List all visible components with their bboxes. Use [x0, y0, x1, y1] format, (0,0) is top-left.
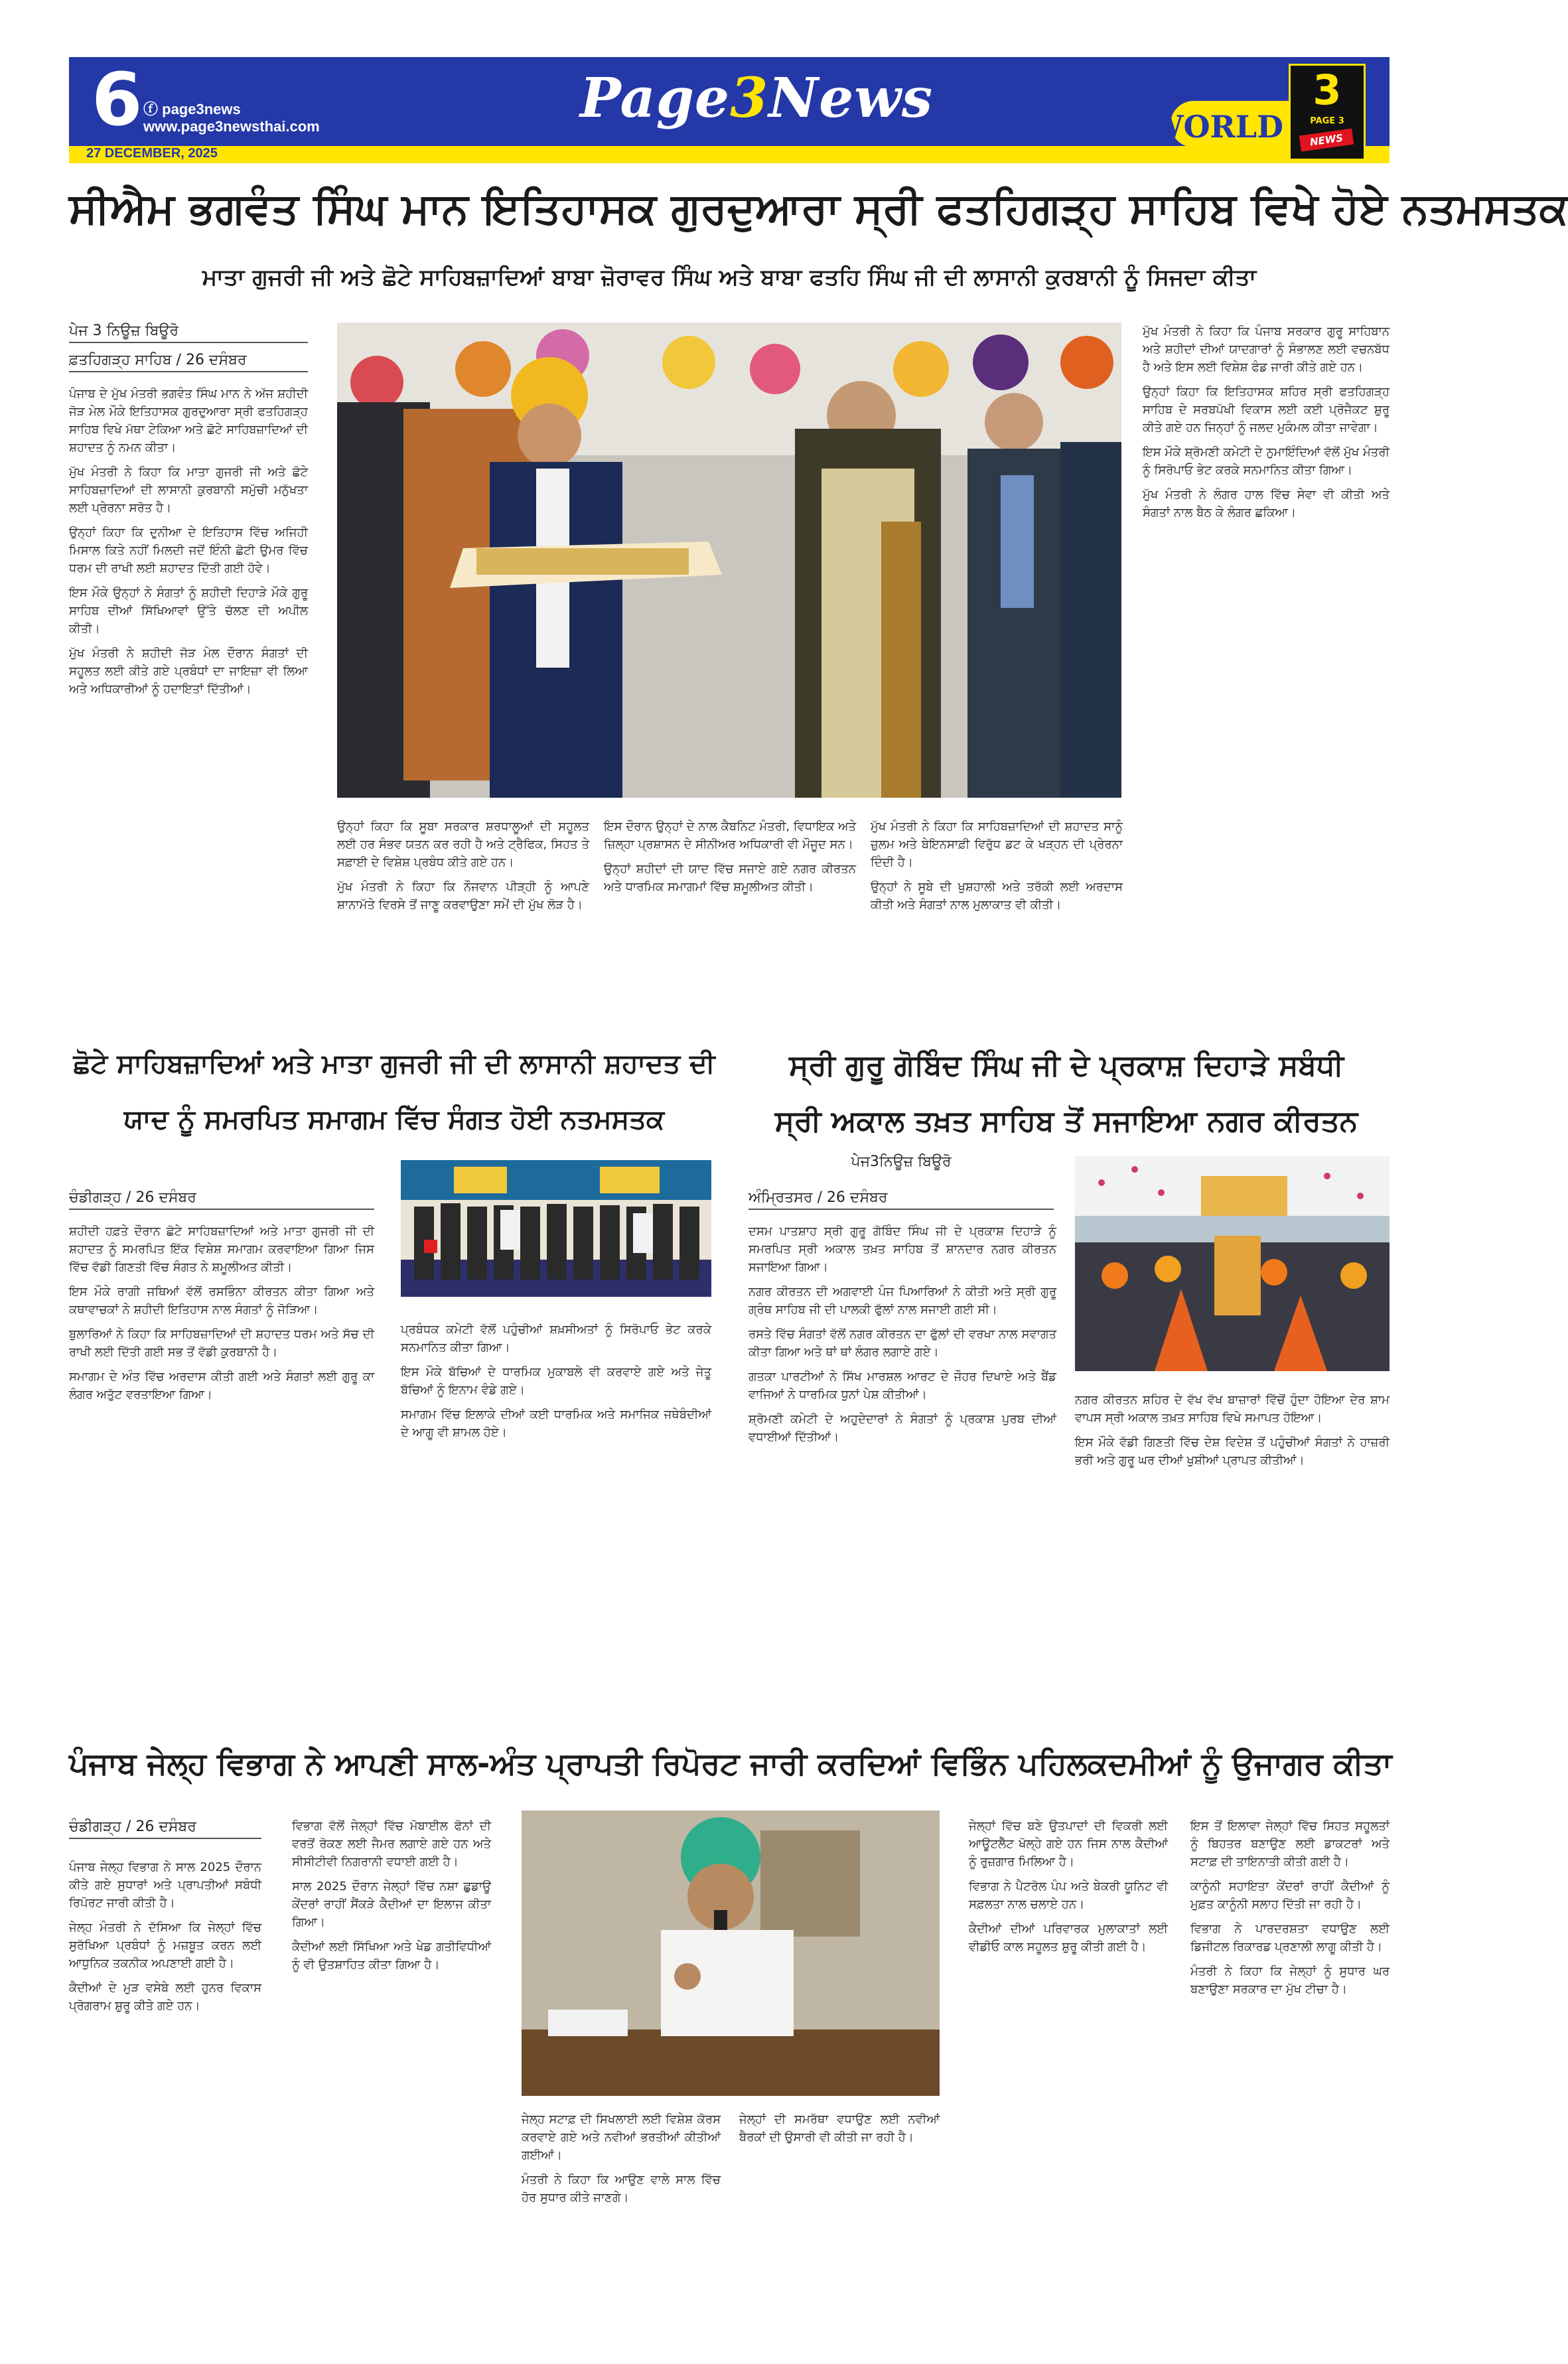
- masthead-yellow-strip: [69, 146, 1390, 163]
- story1-byline: ਪੇਜ 3 ਨਿਊਜ਼ ਬਿਊਰੋ: [69, 323, 308, 343]
- paragraph: ਇਸ ਤੋਂ ਇਲਾਵਾ ਜੇਲ੍ਹਾਂ ਵਿੱਚ ਸਿਹਤ ਸਹੂਲਤਾਂ ਨੂੰ ਬਿਹਤਰ ਬਣਾਉਣ ਲਈ ਡਾਕਟਰਾਂ ਅਤੇ ਸਟਾਫ਼ ਦੀ ਤਾਇਨਾਤੀ ਕੀਤੀ ਗਈ ਹੈ।: [1190, 1819, 1390, 1869]
- paragraph: ਵਿਭਾਗ ਵੱਲੋਂ ਜੇਲ੍ਹਾਂ ਵਿੱਚ ਮੋਬਾਈਲ ਫੋਨਾਂ ਦੀ ਵਰਤੋਂ ਰੋਕਣ ਲਈ ਜੈਮਰ ਲਗਾਏ ਗਏ ਹਨ ਅਤੇ ਸੀਸੀਟੀਵੀ ਨਿਗਰਾਨੀ ਵਧਾਈ ਗਈ ਹੈ।: [292, 1819, 491, 1869]
- paragraph: ਮੰਤਰੀ ਨੇ ਕਿਹਾ ਕਿ ਆਉਣ ਵਾਲੇ ਸਾਲ ਵਿੱਚ ਹੋਰ ਸੁਧਾਰ ਕੀਤੇ ਜਾਣਗੇ।: [522, 2173, 721, 2205]
- story1-column-a: [337, 818, 589, 1037]
- paragraph: ਵਿਭਾਗ ਨੇ ਪੈਟਰੋਲ ਪੰਪ ਅਤੇ ਬੇਕਰੀ ਯੂਨਿਟ ਵੀ ਸਫ਼ਲਤਾ ਨਾਲ ਚਲਾਏ ਹਨ।: [969, 1880, 1168, 1911]
- paragraph: ਸਮਾਗਮ ਵਿੱਚ ਇਲਾਕੇ ਦੀਆਂ ਕਈ ਧਾਰਮਿਕ ਅਤੇ ਸਮਾਜਿਕ ਜਥੇਬੰਦੀਆਂ ਦੇ ਆਗੂ ਵੀ ਸ਼ਾਮਲ ਹੋਏ।: [401, 1408, 711, 1440]
- paragraph: ਮੰਤਰੀ ਨੇ ਕਿਹਾ ਕਿ ਜੇਲ੍ਹਾਂ ਨੂੰ ਸੁਧਾਰ ਘਰ ਬਣਾਉਣਾ ਸਰਕਾਰ ਦਾ ਮੁੱਖ ਟੀਚਾ ਹੈ।: [1190, 1964, 1390, 1996]
- social-handle-text: page3news: [162, 101, 241, 117]
- story4-column-c2: [739, 2110, 940, 2336]
- paragraph: ਉਨ੍ਹਾਂ ਕਿਹਾ ਕਿ ਸੂਬਾ ਸਰਕਾਰ ਸ਼ਰਧਾਲੂਆਂ ਦੀ ਸਹੂਲਤ ਲਈ ਹਰ ਸੰਭਵ ਯਤਨ ਕਰ ਰਹੀ ਹੈ ਅਤੇ ਟ੍ਰੈਫਿਕ, ਸਿਹਤ ਤੇ ਸਫ਼ਾਈ ਦੇ ਵਿਸ਼ੇਸ਼ ਪ੍ਰਬੰਧ ਕੀਤੇ ਗਏ ਹਨ।: [337, 820, 589, 869]
- facebook-icon: ⓕ: [143, 101, 163, 117]
- paragraph: ਜੇਲ੍ਹਾਂ ਦੀ ਸਮਰੱਥਾ ਵਧਾਉਣ ਲਈ ਨਵੀਆਂ ਬੈਰਕਾਂ ਦੀ ਉਸਾਰੀ ਵੀ ਕੀਤੀ ਜਾ ਰਹੀ ਹੈ।: [739, 2112, 940, 2144]
- story1-column-left: [69, 385, 308, 1049]
- paragraph: ਬੁਲਾਰਿਆਂ ਨੇ ਕਿਹਾ ਕਿ ਸਾਹਿਬਜ਼ਾਦਿਆਂ ਦੀ ਸ਼ਹਾਦਤ ਧਰਮ ਅਤੇ ਸੱਚ ਦੀ ਰਾਖੀ ਲਈ ਦਿੱਤੀ ਗਈ ਸਭ ਤੋਂ ਵੱਡੀ ਕੁਰਬਾਨੀ ਹੈ।: [69, 1327, 374, 1359]
- story4-column-c: [522, 2110, 721, 2336]
- brand-right: News: [768, 66, 934, 130]
- paragraph: ਸ਼ਹੀਦੀ ਹਫ਼ਤੇ ਦੌਰਾਨ ਛੋਟੇ ਸਾਹਿਬਜ਼ਾਦਿਆਂ ਅਤੇ ਮਾਤਾ ਗੁਜਰੀ ਜੀ ਦੀ ਸ਼ਹਾਦਤ ਨੂੰ ਸਮਰਪਿਤ ਇੱਕ ਵਿਸ਼ੇਸ਼ ਸਮਾਗਮ ਕਰਵਾਇਆ ਗਿਆ ਜਿਸ ਵਿੱਚ ਵੱਡੀ ਗਿਣਤੀ ਵਿੱਚ ਸੰਗਤ ਨੇ ਸ਼ਮੂਲੀਅਤ ਕੀਤੀ।: [69, 1224, 374, 1274]
- story1-dateline: ਫ਼ਤਹਿਗੜ੍ਹ ਸਾਹਿਬ / 26 ਦਸੰਬਰ: [69, 352, 308, 372]
- brand-left: Page: [580, 66, 731, 130]
- paragraph: ਉਨ੍ਹਾਂ ਨੇ ਸੂਬੇ ਦੀ ਖੁਸ਼ਹਾਲੀ ਅਤੇ ਤਰੱਕੀ ਲਈ ਅਰਦਾਸ ਕੀਤੀ ਅਤੇ ਸੰਗਤਾਂ ਨਾਲ ਮੁਲਾਕਾਤ ਵੀ ਕੀਤੀ।: [871, 880, 1123, 912]
- story4-column-e: [1190, 1817, 1390, 2341]
- paragraph: ਸਾਲ 2025 ਦੌਰਾਨ ਜੇਲ੍ਹਾਂ ਵਿੱਚ ਨਸ਼ਾ ਛੁਡਾਊ ਕੇਂਦਰਾਂ ਰਾਹੀਂ ਸੈਂਕੜੇ ਕੈਦੀਆਂ ਦਾ ਇਲਾਜ ਕੀਤਾ ਗਿਆ।: [292, 1880, 491, 1929]
- story1-main-photo: [337, 323, 1121, 798]
- story3-dateline: ਅੰਮ੍ਰਿਤਸਰ / 26 ਦਸੰਬਰ: [748, 1189, 1054, 1210]
- story4-headline: ਪੰਜਾਬ ਜੇਲ੍ਹ ਵਿਭਾਗ ਨੇ ਆਪਣੀ ਸਾਲ-ਅੰਤ ਪ੍ਰਾਪਤੀ ਰਿਪੋਰਟ ਜਾਰੀ ਕਰਦਿਆਂ ਵਿਭਿੰਨ ਪਹਿਲਕਦਮੀਆਂ ਨੂੰ ਉਜਾਗਰ ਕੀਤਾ: [69, 1745, 1392, 1781]
- story2-group-photo: [401, 1160, 711, 1297]
- paragraph: ਮੁੱਖ ਮੰਤਰੀ ਨੇ ਕਿਹਾ ਕਿ ਨੌਜਵਾਨ ਪੀੜ੍ਹੀ ਨੂੰ ਆਪਣੇ ਸ਼ਾਨਾਮੱਤੇ ਵਿਰਸੇ ਤੋਂ ਜਾਣੂ ਕਰਵਾਉਣਾ ਸਮੇਂ ਦੀ ਮੁੱਖ ਲੋੜ ਹੈ।: [337, 880, 589, 912]
- paragraph: ਰਸਤੇ ਵਿੱਚ ਸੰਗਤਾਂ ਵੱਲੋਂ ਨਗਰ ਕੀਰਤਨ ਦਾ ਫੁੱਲਾਂ ਦੀ ਵਰਖਾ ਨਾਲ ਸਵਾਗਤ ਕੀਤਾ ਗਿਆ ਅਤੇ ਥਾਂ ਥਾਂ ਲੰਗਰ ਲਗਾਏ ਗਏ।: [748, 1327, 1056, 1359]
- story4-column-a: [69, 1858, 261, 2323]
- paragraph: ਜੇਲ੍ਹਾਂ ਵਿੱਚ ਬਣੇ ਉਤਪਾਦਾਂ ਦੀ ਵਿਕਰੀ ਲਈ ਆਊਟਲੈੱਟ ਖੋਲ੍ਹੇ ਗਏ ਹਨ ਜਿਸ ਨਾਲ ਕੈਦੀਆਂ ਨੂੰ ਰੁਜ਼ਗਾਰ ਮਿਲਿਆ ਹੈ।: [969, 1819, 1168, 1869]
- paragraph: ਸ਼੍ਰੋਮਣੀ ਕਮੇਟੀ ਦੇ ਅਹੁਦੇਦਾਰਾਂ ਨੇ ਸੰਗਤਾਂ ਨੂੰ ਪ੍ਰਕਾਸ਼ ਪੁਰਬ ਦੀਆਂ ਵਧਾਈਆਂ ਦਿੱਤੀਆਂ।: [748, 1412, 1056, 1444]
- social-handle: [143, 98, 241, 119]
- story2-column-b: [401, 1321, 711, 1719]
- paragraph: ਮੁੱਖ ਮੰਤਰੀ ਨੇ ਕਿਹਾ ਕਿ ਸਾਹਿਬਜ਼ਾਦਿਆਂ ਦੀ ਸ਼ਹਾਦਤ ਸਾਨੂੰ ਜ਼ੁਲਮ ਅਤੇ ਬੇਇਨਸਾਫ਼ੀ ਵਿਰੁੱਧ ਡਟ ਕੇ ਖੜ੍ਹਨ ਦੀ ਪ੍ਰੇਰਨਾ ਦਿੰਦੀ ਹੈ।: [871, 820, 1123, 869]
- brand-logo: [580, 66, 933, 130]
- paragraph: ਮੁੱਖ ਮੰਤਰੀ ਨੇ ਕਿਹਾ ਕਿ ਮਾਤਾ ਗੁਜਰੀ ਜੀ ਅਤੇ ਛੋਟੇ ਸਾਹਿਬਜ਼ਾਦਿਆਂ ਦੀ ਲਾਸਾਨੀ ਕੁਰਬਾਨੀ ਸਮੁੱਚੀ ਮਨੁੱਖਤਾ ਲਈ ਪ੍ਰੇਰਨਾ ਸਰੋਤ ਹੈ।: [69, 465, 308, 515]
- paragraph: ਕੈਦੀਆਂ ਦੇ ਮੁੜ ਵਸੇਬੇ ਲਈ ਹੁਨਰ ਵਿਕਾਸ ਪ੍ਰੋਗਰਾਮ ਸ਼ੁਰੂ ਕੀਤੇ ਗਏ ਹਨ।: [69, 1981, 261, 2013]
- story3-byline: ਪੇਜ3ਨਿਊਜ਼ ਬਿਊਰੋ: [851, 1153, 952, 1170]
- issue-date: 27 DECEMBER, 2025: [86, 146, 218, 161]
- story2-dateline: ਚੰਡੀਗੜ੍ਹ / 26 ਦਸੰਬਰ: [69, 1189, 374, 1210]
- story3-column-b: [1075, 1391, 1390, 1730]
- paragraph: ਉਨ੍ਹਾਂ ਸ਼ਹੀਦਾਂ ਦੀ ਯਾਦ ਵਿੱਚ ਸਜਾਏ ਗਏ ਨਗਰ ਕੀਰਤਨ ਅਤੇ ਧਾਰਮਿਕ ਸਮਾਗਮਾਂ ਵਿੱਚ ਸ਼ਮੂਲੀਅਤ ਕੀਤੀ।: [604, 862, 856, 894]
- story4-column-d: [969, 1817, 1168, 2341]
- story4-minister-photo: [522, 1810, 940, 2096]
- paragraph: ਕੈਦੀਆਂ ਲਈ ਸਿੱਖਿਆ ਅਤੇ ਖੇਡ ਗਤੀਵਿਧੀਆਂ ਨੂੰ ਵੀ ਉਤਸ਼ਾਹਿਤ ਕੀਤਾ ਗਿਆ ਹੈ।: [292, 1940, 491, 1972]
- paragraph: ਮੁੱਖ ਮੰਤਰੀ ਨੇ ਕਿਹਾ ਕਿ ਪੰਜਾਬ ਸਰਕਾਰ ਗੁਰੂ ਸਾਹਿਬਾਨ ਅਤੇ ਸ਼ਹੀਦਾਂ ਦੀਆਂ ਯਾਦਗਾਰਾਂ ਨੂੰ ਸੰਭਾਲਣ ਲਈ ਵਚਨਬੱਧ ਹੈ ਅਤੇ ਇਸ ਲਈ ਵਿਸ਼ੇਸ਼ ਫੰਡ ਜਾਰੀ ਕੀਤੇ ਗਏ ਹਨ।: [1143, 325, 1390, 374]
- paragraph: ਇਸ ਮੌਕੇ ਰਾਗੀ ਜਥਿਆਂ ਵੱਲੋਂ ਰਸਭਿੰਨਾ ਕੀਰਤਨ ਕੀਤਾ ਗਿਆ ਅਤੇ ਕਥਾਵਾਚਕਾਂ ਨੇ ਸ਼ਹੀਦੀ ਇਤਿਹਾਸ ਨਾਲ ਸੰਗਤਾਂ ਨੂੰ ਜੋੜਿਆ।: [69, 1285, 374, 1317]
- story1-column-c: [871, 818, 1123, 1037]
- paragraph: ਉਨ੍ਹਾਂ ਕਿਹਾ ਕਿ ਇਤਿਹਾਸਕ ਸ਼ਹਿਰ ਸ੍ਰੀ ਫਤਹਿਗੜ੍ਹ ਸਾਹਿਬ ਦੇ ਸਰਬਪੱਖੀ ਵਿਕਾਸ ਲਈ ਕਈ ਪ੍ਰੋਜੈਕਟ ਸ਼ੁਰੂ ਕੀਤੇ ਗਏ ਹਨ ਜਿਨ੍ਹਾਂ ਨੂੰ ਜਲਦ ਮੁਕੰਮਲ ਕੀਤਾ ਜਾਵੇਗਾ।: [1143, 385, 1390, 435]
- page3-badge-logo: [1289, 64, 1366, 161]
- story2-column-a: [69, 1222, 374, 1727]
- story1-headline: ਸੀਐਮ ਭਗਵੰਤ ਸਿੰਘ ਮਾਨ ਇਤਿਹਾਸਕ ਗੁਰਦੁਆਰਾ ਸ੍ਰੀ ਫਤਹਿਗੜ੍ਹ ਸਾਹਿਬ ਵਿਖੇ ਹੋਏ ਨਤਮਸਤਕ: [69, 185, 1568, 234]
- story3-procession-photo: [1075, 1156, 1390, 1371]
- paragraph: ਮੁੱਖ ਮੰਤਰੀ ਨੇ ਲੰਗਰ ਹਾਲ ਵਿੱਚ ਸੇਵਾ ਵੀ ਕੀਤੀ ਅਤੇ ਸੰਗਤਾਂ ਨਾਲ ਬੈਠ ਕੇ ਲੰਗਰ ਛਕਿਆ।: [1143, 488, 1390, 520]
- paragraph: ਦਸਮ ਪਾਤਸ਼ਾਹ ਸ੍ਰੀ ਗੁਰੂ ਗੋਬਿੰਦ ਸਿੰਘ ਜੀ ਦੇ ਪ੍ਰਕਾਸ਼ ਦਿਹਾੜੇ ਨੂੰ ਸਮਰਪਿਤ ਸ੍ਰੀ ਅਕਾਲ ਤਖ਼ਤ ਸਾਹਿਬ ਤੋਂ ਸ਼ਾਨਦਾਰ ਨਗਰ ਕੀਰਤਨ ਸਜਾਇਆ ਗਿਆ।: [748, 1224, 1056, 1274]
- paragraph: ਇਸ ਮੌਕੇ ਸ਼੍ਰੋਮਣੀ ਕਮੇਟੀ ਦੇ ਨੁਮਾਇੰਦਿਆਂ ਵੱਲੋਂ ਮੁੱਖ ਮੰਤਰੀ ਨੂੰ ਸਿਰੋਪਾਓ ਭੇਟ ਕਰਕੇ ਸਨਮਾਨਿਤ ਕੀਤਾ ਗਿਆ।: [1143, 445, 1390, 477]
- paragraph: ਸਮਾਗਮ ਦੇ ਅੰਤ ਵਿੱਚ ਅਰਦਾਸ ਕੀਤੀ ਗਈ ਅਤੇ ਸੰਗਤਾਂ ਲਈ ਗੁਰੂ ਕਾ ਲੰਗਰ ਅਤੁੱਟ ਵਰਤਾਇਆ ਗਿਆ।: [69, 1370, 374, 1402]
- story1-subhead: ਮਾਤਾ ਗੁਜਰੀ ਜੀ ਅਤੇ ਛੋਟੇ ਸਾਹਿਬਜ਼ਾਦਿਆਂ ਬਾਬਾ ਜ਼ੋਰਾਵਰ ਸਿੰਘ ਅਤੇ ਬਾਬਾ ਫਤਹਿ ਸਿੰਘ ਜੀ ਦੀ ਲਾਸਾਨੀ ਕੁਰਬਾਨੀ ਨੂੰ ਸਿਜਦਾ ਕੀਤਾ: [202, 264, 1257, 291]
- paragraph: ਇਸ ਦੌਰਾਨ ਉਨ੍ਹਾਂ ਦੇ ਨਾਲ ਕੈਬਨਿਟ ਮੰਤਰੀ, ਵਿਧਾਇਕ ਅਤੇ ਜ਼ਿਲ੍ਹਾ ਪ੍ਰਸ਼ਾਸਨ ਦੇ ਸੀਨੀਅਰ ਅਧਿਕਾਰੀ ਵੀ ਮੌਜੂਦ ਸਨ।: [604, 820, 856, 851]
- badge-number: 3: [1313, 66, 1342, 114]
- story4-dateline: ਚੰਡੀਗੜ੍ਹ / 26 ਦਸੰਬਰ: [69, 1818, 261, 1839]
- badge-news-text: NEWS: [1299, 129, 1354, 152]
- paragraph: ਜੇਲ੍ਹ ਮੰਤਰੀ ਨੇ ਦੱਸਿਆ ਕਿ ਜੇਲ੍ਹਾਂ ਵਿੱਚ ਸੁਰੱਖਿਆ ਪ੍ਰਬੰਧਾਂ ਨੂੰ ਮਜ਼ਬੂਤ ਕਰਨ ਲਈ ਆਧੁਨਿਕ ਤਕਨੀਕ ਅਪਣਾਈ ਗਈ ਹੈ।: [69, 1921, 261, 1970]
- paragraph: ਵਿਭਾਗ ਨੇ ਪਾਰਦਰਸ਼ਤਾ ਵਧਾਉਣ ਲਈ ਡਿਜੀਟਲ ਰਿਕਾਰਡ ਪ੍ਰਣਾਲੀ ਲਾਗੂ ਕੀਤੀ ਹੈ।: [1190, 1922, 1390, 1954]
- paragraph: ਨਗਰ ਕੀਰਤਨ ਦੀ ਅਗਵਾਈ ਪੰਜ ਪਿਆਰਿਆਂ ਨੇ ਕੀਤੀ ਅਤੇ ਸ੍ਰੀ ਗੁਰੂ ਗ੍ਰੰਥ ਸਾਹਿਬ ਜੀ ਦੀ ਪਾਲਕੀ ਫੁੱਲਾਂ ਨਾਲ ਸਜਾਈ ਗਈ ਸੀ।: [748, 1285, 1056, 1317]
- story4-column-b: [292, 1817, 491, 2341]
- story2-headline-line2: ਯਾਦ ਨੂੰ ਸਮਰਪਿਤ ਸਮਾਗਮ ਵਿੱਚ ਸੰਗਤ ਹੋਈ ਨਤਮਸਤਕ: [123, 1104, 665, 1135]
- paragraph: ਪੰਜਾਬ ਦੇ ਮੁੱਖ ਮੰਤਰੀ ਭਗਵੰਤ ਸਿੰਘ ਮਾਨ ਨੇ ਅੱਜ ਸ਼ਹੀਦੀ ਜੋੜ ਮੇਲ ਮੌਕੇ ਇਤਿਹਾਸਕ ਗੁਰਦੁਆਰਾ ਸ੍ਰੀ ਫਤਹਿਗੜ੍ਹ ਸਾਹਿਬ ਵਿਖੇ ਮੱਥਾ ਟੇਕਿਆ ਅਤੇ ਛੋਟੇ ਸਾਹਿਬਜ਼ਾਦਿਆਂ ਦੀ ਸ਼ਹਾਦਤ ਨੂੰ ਨਮਨ ਕੀਤਾ।: [69, 387, 308, 455]
- story2-headline-line1: ਛੋਟੇ ਸਾਹਿਬਜ਼ਾਦਿਆਂ ਅਤੇ ਮਾਤਾ ਗੁਜਰੀ ਜੀ ਦੀ ਲਾਸਾਨੀ ਸ਼ਹਾਦਤ ਦੀ: [73, 1049, 715, 1079]
- story1-column-b: [604, 818, 856, 1037]
- paragraph: ਗਤਕਾ ਪਾਰਟੀਆਂ ਨੇ ਸਿੱਖ ਮਾਰਸ਼ਲ ਆਰਟ ਦੇ ਜੌਹਰ ਦਿਖਾਏ ਅਤੇ ਬੈਂਡ ਵਾਜਿਆਂ ਨੇ ਧਾਰਮਿਕ ਧੁਨਾਂ ਪੇਸ਼ ਕੀਤੀਆਂ।: [748, 1370, 1056, 1402]
- paragraph: ਇਸ ਮੌਕੇ ਵੱਡੀ ਗਿਣਤੀ ਵਿੱਚ ਦੇਸ਼ ਵਿਦੇਸ਼ ਤੋਂ ਪਹੁੰਚੀਆਂ ਸੰਗਤਾਂ ਨੇ ਹਾਜ਼ਰੀ ਭਰੀ ਅਤੇ ਗੁਰੂ ਘਰ ਦੀਆਂ ਖੁਸ਼ੀਆਂ ਪ੍ਰਾਪਤ ਕੀਤੀਆਂ।: [1075, 1436, 1390, 1467]
- story3-column-a: [748, 1222, 1056, 1727]
- paragraph: ਪੰਜਾਬ ਜੇਲ੍ਹ ਵਿਭਾਗ ਨੇ ਸਾਲ 2025 ਦੌਰਾਨ ਕੀਤੇ ਗਏ ਸੁਧਾਰਾਂ ਅਤੇ ਪ੍ਰਾਪਤੀਆਂ ਸਬੰਧੀ ਰਿਪੋਰਟ ਜਾਰੀ ਕੀਤੀ ਹੈ।: [69, 1860, 261, 1910]
- masthead: [69, 57, 1390, 163]
- story3-headline-line1: ਸ੍ਰੀ ਗੁਰੂ ਗੋਬਿੰਦ ਸਿੰਘ ਜੀ ਦੇ ਪ੍ਰਕਾਸ਼ ਦਿਹਾੜੇ ਸਬੰਧੀ: [789, 1049, 1344, 1082]
- paragraph: ਕੈਦੀਆਂ ਦੀਆਂ ਪਰਿਵਾਰਕ ਮੁਲਾਕਾਤਾਂ ਲਈ ਵੀਡੀਓ ਕਾਲ ਸਹੂਲਤ ਸ਼ੁਰੂ ਕੀਤੀ ਗਈ ਹੈ।: [969, 1922, 1168, 1954]
- paragraph: ਇਸ ਮੌਕੇ ਉਨ੍ਹਾਂ ਨੇ ਸੰਗਤਾਂ ਨੂੰ ਸ਼ਹੀਦੀ ਦਿਹਾੜੇ ਮੌਕੇ ਗੁਰੂ ਸਾਹਿਬ ਦੀਆਂ ਸਿੱਖਿਆਵਾਂ ਉੱਤੇ ਚੱਲਣ ਦੀ ਅਪੀਲ ਕੀਤੀ।: [69, 586, 308, 636]
- paragraph: ਇਸ ਮੌਕੇ ਬੱਚਿਆਂ ਦੇ ਧਾਰਮਿਕ ਮੁਕਾਬਲੇ ਵੀ ਕਰਵਾਏ ਗਏ ਅਤੇ ਜੇਤੂ ਬੱਚਿਆਂ ਨੂੰ ਇਨਾਮ ਵੰਡੇ ਗਏ।: [401, 1365, 711, 1397]
- story3-headline-line2: ਸ੍ਰੀ ਅਕਾਲ ਤਖ਼ਤ ਸਾਹਿਬ ਤੋਂ ਸਜਾਇਆ ਨਗਰ ਕੀਰਤਨ: [774, 1104, 1358, 1138]
- page-number: 6: [92, 57, 143, 142]
- paragraph: ਮੁੱਖ ਮੰਤਰੀ ਨੇ ਸ਼ਹੀਦੀ ਜੋੜ ਮੇਲ ਦੌਰਾਨ ਸੰਗਤਾਂ ਦੀ ਸਹੂਲਤ ਲਈ ਕੀਤੇ ਗਏ ਪ੍ਰਬੰਧਾਂ ਦਾ ਜਾਇਜ਼ਾ ਵੀ ਲਿਆ ਅਤੇ ਅਧਿਕਾਰੀਆਂ ਨੂੰ ਹਦਾਇਤਾਂ ਦਿੱਤੀਆਂ।: [69, 646, 308, 696]
- paragraph: ਉਨ੍ਹਾਂ ਕਿਹਾ ਕਿ ਦੁਨੀਆ ਦੇ ਇਤਿਹਾਸ ਵਿੱਚ ਅਜਿਹੀ ਮਿਸਾਲ ਕਿਤੇ ਨਹੀਂ ਮਿਲਦੀ ਜਦੋਂ ਇੰਨੀ ਛੋਟੀ ਉਮਰ ਵਿੱਚ ਧਰਮ ਦੀ ਰਾਖੀ ਲਈ ਸ਼ਹਾਦਤ ਦਿੱਤੀ ਗਈ ਹੋਵੇ।: [69, 526, 308, 575]
- paragraph: ਪ੍ਰਬੰਧਕ ਕਮੇਟੀ ਵੱਲੋਂ ਪਹੁੰਚੀਆਂ ਸ਼ਖ਼ਸੀਅਤਾਂ ਨੂੰ ਸਿਰੋਪਾਓ ਭੇਟ ਕਰਕੇ ਸਨਮਾਨਿਤ ਕੀਤਾ ਗਿਆ।: [401, 1323, 711, 1355]
- website-url[interactable]: www.page3newsthai.com: [143, 118, 320, 135]
- paragraph: ਕਾਨੂੰਨੀ ਸਹਾਇਤਾ ਕੇਂਦਰਾਂ ਰਾਹੀਂ ਕੈਦੀਆਂ ਨੂੰ ਮੁਫ਼ਤ ਕਾਨੂੰਨੀ ਸਲਾਹ ਦਿੱਤੀ ਜਾ ਰਹੀ ਹੈ।: [1190, 1880, 1390, 1911]
- paragraph: ਜੇਲ੍ਹ ਸਟਾਫ਼ ਦੀ ਸਿਖਲਾਈ ਲਈ ਵਿਸ਼ੇਸ਼ ਕੋਰਸ ਕਰਵਾਏ ਗਏ ਅਤੇ ਨਵੀਆਂ ਭਰਤੀਆਂ ਕੀਤੀਆਂ ਗਈਆਂ।: [522, 2112, 721, 2162]
- story1-column-right: [1143, 323, 1390, 1033]
- brand-number: 3: [730, 66, 769, 130]
- badge-page-text: PAGE 3: [1310, 116, 1344, 126]
- section-label: WORLD: [1149, 109, 1283, 145]
- paragraph: ਨਗਰ ਕੀਰਤਨ ਸ਼ਹਿਰ ਦੇ ਵੱਖ ਵੱਖ ਬਾਜ਼ਾਰਾਂ ਵਿੱਚੋਂ ਹੁੰਦਾ ਹੋਇਆ ਦੇਰ ਸ਼ਾਮ ਵਾਪਸ ਸ੍ਰੀ ਅਕਾਲ ਤਖ਼ਤ ਸਾਹਿਬ ਵਿਖੇ ਸਮਾਪਤ ਹੋਇਆ।: [1075, 1393, 1390, 1425]
